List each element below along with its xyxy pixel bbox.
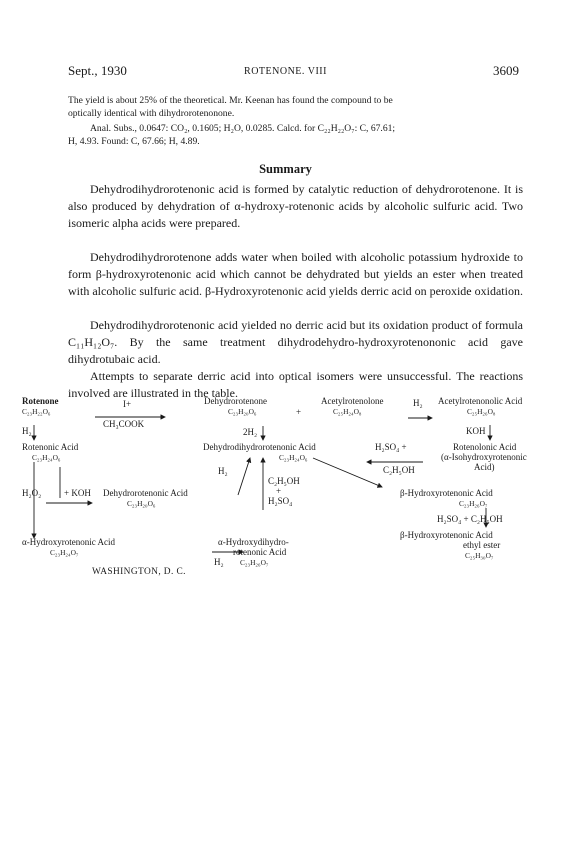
dehydrorotenonic-formula: C₂₃H₂₀O₆: [127, 499, 156, 508]
rotenonic-formula: C₂₃H₂₄O₆: [32, 453, 61, 462]
alpha-dihydro-formula: C₂₃H₂₆O₇: [240, 558, 269, 567]
plus-sign: +: [296, 407, 302, 417]
rotenolonic-sub2: Acid): [474, 462, 495, 472]
reagent-h2-d: H₂: [214, 557, 224, 567]
ester-label1: β-Hydroxyrotenonic Acid: [400, 530, 493, 540]
header-date: Sept., 1930: [68, 63, 127, 78]
acetylrotenonolic-formula: C₂₅H₂₆O₈: [467, 407, 496, 416]
page-number: 3609: [493, 63, 519, 78]
acetylrotenolone-formula: C₂₅H₂₄O₈: [333, 407, 362, 416]
yield-note-line1: The yield is about 25% of the theoretical. Mr. Keenan has found the compound to be: [68, 95, 393, 106]
rotenonic-label: Rotenonic Acid: [22, 442, 79, 452]
dehydrorotenone-formula: C₂₃H₂₀O₆: [228, 407, 257, 416]
dehydrodihydro-formula: C₂₃H₂₄O₆: [279, 453, 308, 462]
reagent-koh: KOH: [466, 426, 486, 436]
summary-paragraph-1: Dehydrodihydrorotenonic acid is formed by catalytic reduction of dehydrorotenone. It is also produced by dehydration of α-hydroxy-rotenonic acids by alcoholic sulfuric acid. Two isomeric alpha acids were prepared.: [68, 182, 523, 230]
alpha-hydroxy-label: α-Hydroxyrotenonic Acid: [22, 537, 115, 547]
reagent-h2so4-plus: H₂SO₄ +: [375, 442, 407, 452]
dehydrorotenonic-label: Dehydrorotenonic Acid: [103, 488, 188, 498]
reagent-h2-b: H₂: [413, 398, 423, 408]
summary-title: Summary: [259, 162, 312, 176]
reagent-c2h5oh: C₂H₅OH: [383, 465, 415, 475]
signature-location: WASHINGTON, D. C.: [92, 567, 186, 577]
alpha-dihydro-label1: α-Hydroxydihydro-: [218, 537, 289, 547]
alpha-dihydro-label2: rotenonic Acid: [233, 547, 287, 557]
ester-formula: C₂₅H₃₀O₇: [465, 551, 494, 560]
rotenolonic-label: Rotenolonic Acid: [453, 442, 517, 452]
alpha-hydroxy-formula: C₂₃H₂₄O₇: [50, 548, 79, 557]
running-title: ROTENONE. VIII: [244, 66, 327, 77]
summary-paragraph-2: Dehydrodihydrorotenone adds water when boiled with alcoholic potassium hydroxide to form β-hydroxyrotenonic acid which cannot be dehydrated but yields an ester when treated with alcoholic sulfuric acid. β-Hydroxyrotenonic acid yields derric acid on peroxide oxidation.: [68, 250, 523, 298]
dehydrodihydro-label: Dehydrodihydrorotenonic Acid: [203, 442, 316, 452]
rotenolonic-sub1: (α-Isohydroxyrotenonic: [441, 452, 527, 462]
reagent-h2so4-c2h5oh: H₂SO₄ + C₂H₅OH: [437, 514, 503, 524]
reagent-h2so4: H₂SO₄: [268, 496, 293, 506]
analysis-line1: Anal. Subs., 0.0647: CO₂, 0.1605; H₂O, 0.0285. Calcd. for C₂₂H₂₂O₇: C, 67.61;: [90, 123, 396, 134]
beta-hydroxy-label: β-Hydroxyrotenonic Acid: [400, 488, 493, 498]
ester-label2: ethyl ester: [463, 540, 501, 550]
reagent-h2-c: H₂: [218, 466, 228, 476]
rotenone-label: Rotenone: [22, 396, 59, 406]
summary-paragraph-4: Attempts to separate derric acid into optical isomers were unsuccessful. The reactions involved are illustrated in the table.: [68, 369, 523, 400]
reagent-2h2: 2H₂: [243, 427, 258, 437]
dehydrorotenone-label: Dehydrorotenone: [204, 396, 267, 406]
rotenone-formula: C₂₃H₂₂O₆: [22, 407, 51, 416]
analysis-line2: H, 4.93. Found: C, 67.66; H, 4.89.: [68, 136, 200, 147]
arrow-dehydrorotenonic-dehydrodihydro: [238, 458, 250, 495]
plus-sign-b: +: [276, 486, 282, 496]
reagent-i-plus: I+: [123, 399, 132, 409]
yield-note-line2: optically identical with dihydrorotenonone.: [68, 108, 235, 119]
reagent-plus-koh: + KOH: [64, 488, 91, 498]
reagent-ch3cook: CH₃COOK: [103, 419, 145, 429]
reagent-c2h5oh-b: C₂H₅OH: [268, 476, 300, 486]
reagent-h2-a: H₂: [22, 426, 32, 436]
acetylrotenonolic-label: Acetylrotenonolic Acid: [438, 396, 523, 406]
reagent-h2o2: H₂O₂: [22, 488, 42, 498]
summary-paragraph-3: Dehydrodihydrorotenonic acid yielded no derric acid but its oxidation product of formula C₁₁H₁₂O₇. By the same treatment dihydrodehydro-hydroxyrotenononic acid gave dihydrotubaic acid.: [68, 318, 523, 366]
beta-hydroxy-formula: C₂₃H₂₆O₇: [459, 499, 488, 508]
acetylrotenolone-label: Acetylrotenolone: [321, 396, 384, 406]
